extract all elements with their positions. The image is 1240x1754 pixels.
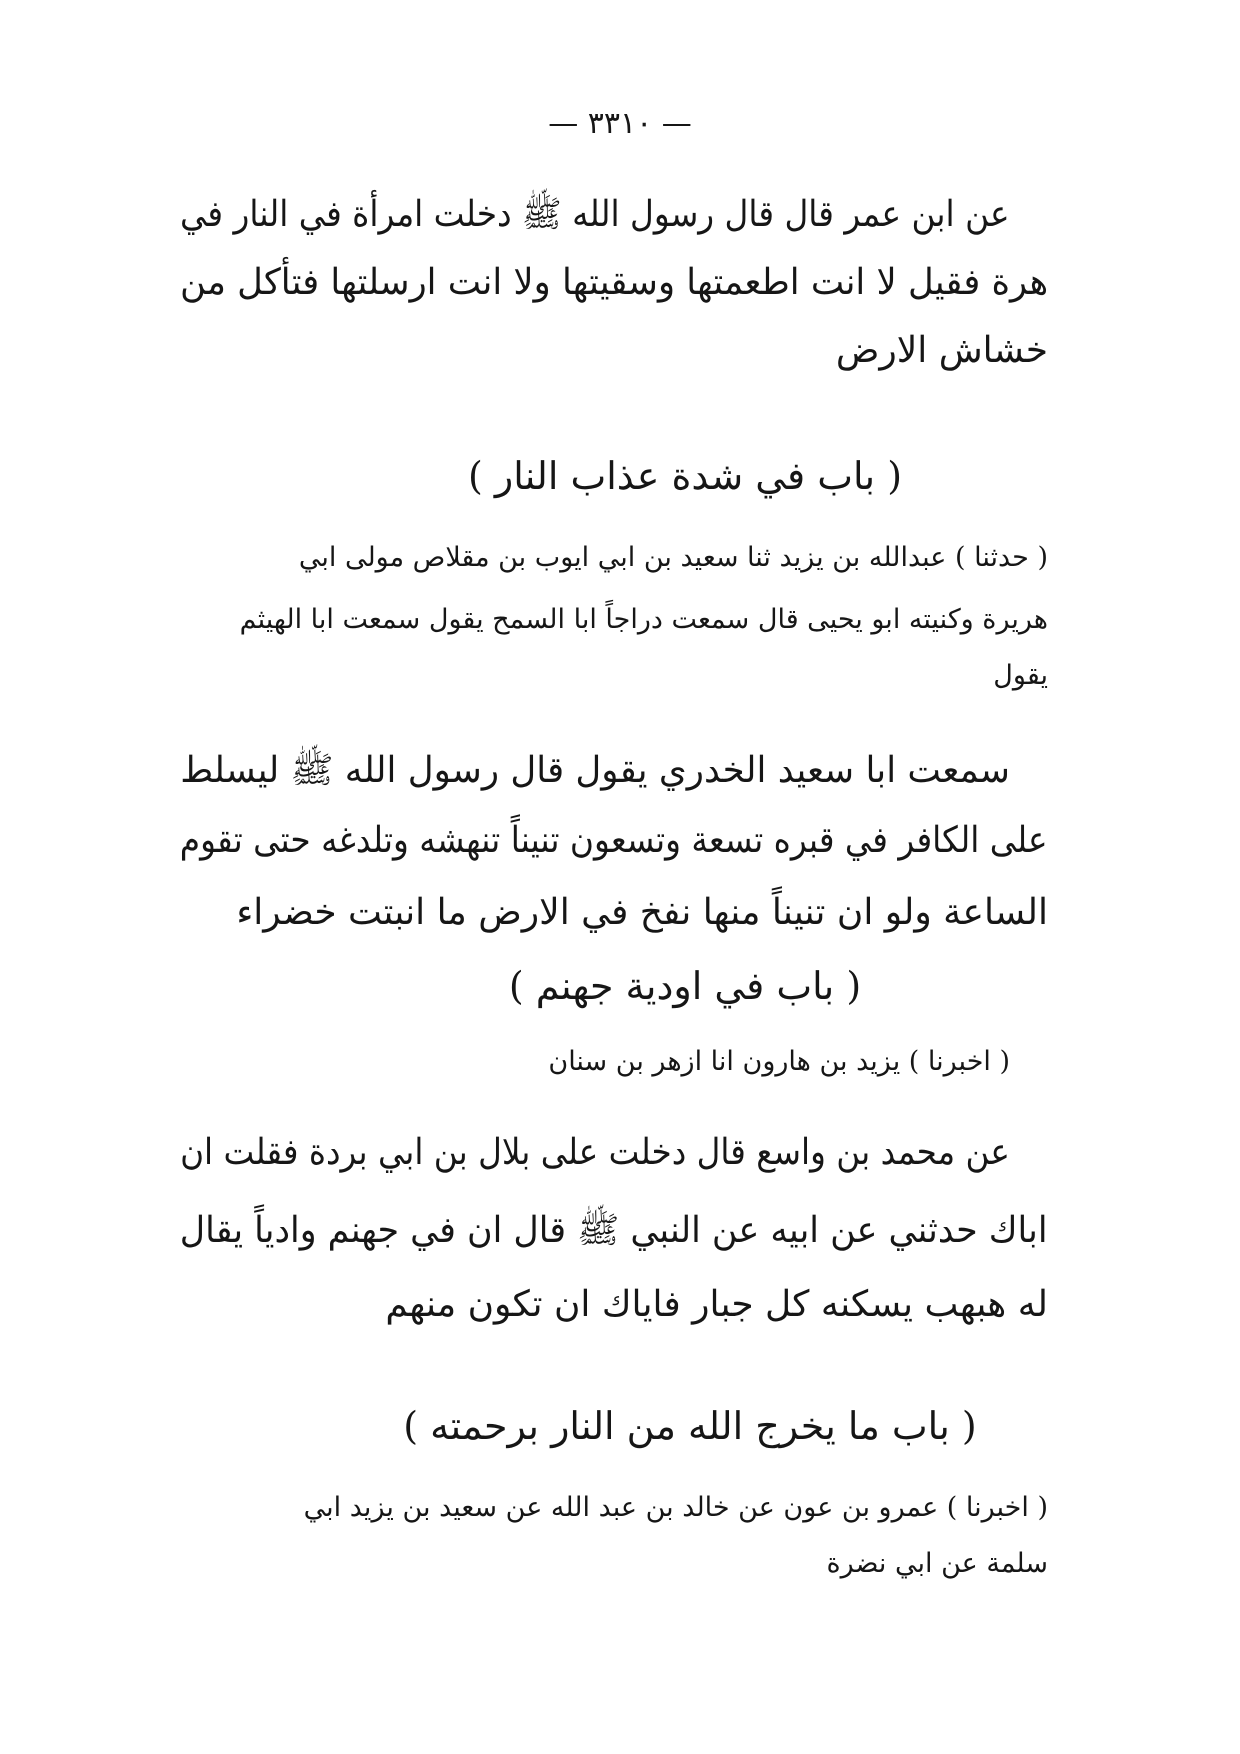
hadith-line: هرة فقيل لا انت اطعمتها وسقيتها ولا انت ارسلتها فتأكل من bbox=[179, 262, 1048, 303]
hadith-line: عن ابن عمر قال قال رسول الله ﷺ دخلت امرأة في النار في bbox=[180, 194, 1010, 235]
hadith-line: اباك حدثني عن ابيه عن النبي ﷺ قال ان في جهنم وادياً يقال bbox=[180, 1210, 1048, 1251]
page-number: — ٣٣١٠ — bbox=[548, 106, 692, 141]
hadith-line: الساعة ولو ان تنيناً منها نفخ في الارض ما انبتت خضراء bbox=[236, 892, 1048, 933]
hadith-line: على الكافر في قبره تسعة وتسعون تنيناً تنهشه وتلدغه حتى تقوم bbox=[180, 820, 1048, 861]
isnad-line: ( اخبرنا ) عمرو بن عون عن خالد بن عبد الله عن سعيد بن يزيد ابي bbox=[303, 1492, 1048, 1523]
hadith-line: له هبهب يسكنه كل جبار فاياك ان تكون منهم bbox=[385, 1284, 1048, 1325]
isnad-line: ( حدثنا ) عبدالله بن يزيد ثنا سعيد بن ابي ايوب بن مقلاص مولى ابي bbox=[298, 542, 1048, 573]
isnad-line: يقول bbox=[993, 660, 1048, 691]
isnad-line: سلمة عن ابي نضرة bbox=[826, 1548, 1048, 1579]
chapter-heading: ( باب في اودية جهنم ) bbox=[508, 964, 862, 1008]
isnad-line: هريرة وكنيته ابو يحيى قال سمعت دراجاً ابا السمح يقول سمعت ابا الهيثم bbox=[239, 604, 1048, 635]
chapter-heading: ( باب ما يخرج الله من النار برحمته ) bbox=[403, 1404, 977, 1448]
hadith-line: خشاش الارض bbox=[835, 330, 1048, 371]
hadith-line: سمعت ابا سعيد الخدري يقول قال رسول الله ﷺ ليسلط bbox=[180, 750, 1010, 791]
hadith-line: عن محمد بن واسع قال دخلت على بلال بن ابي بردة فقلت ان bbox=[180, 1132, 1010, 1173]
chapter-heading: ( باب في شدة عذاب النار ) bbox=[467, 454, 903, 498]
isnad-line: ( اخبرنا ) يزيد بن هارون انا ازهر بن سنان bbox=[548, 1046, 1010, 1077]
